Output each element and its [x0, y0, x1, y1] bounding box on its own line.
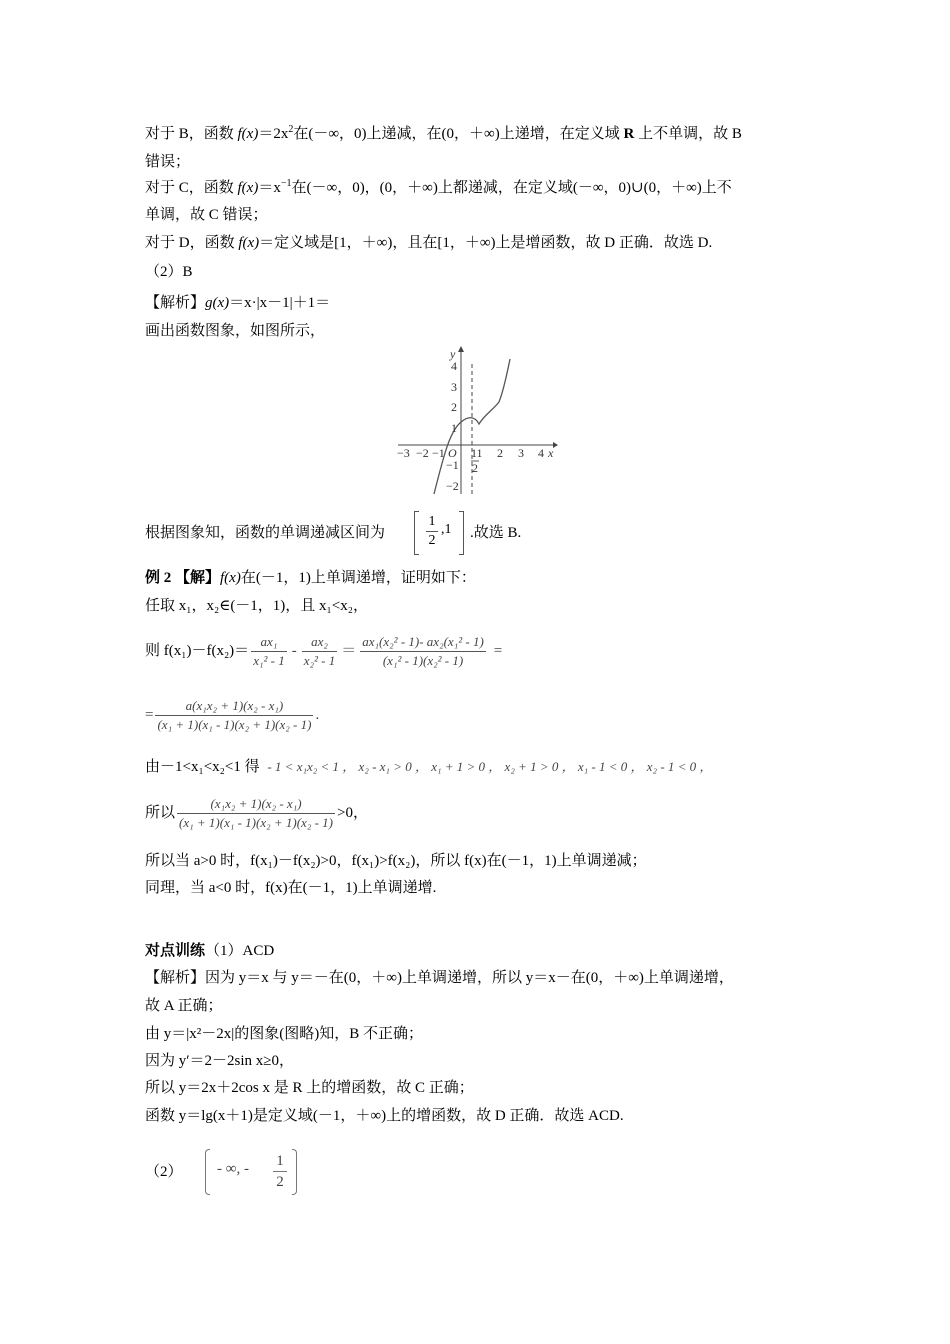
- line-training-d: 函数 y＝lg(x＋1)是定义域(－1，＋∞)上的增函数，故 D 正确．故选 ACD.: [145, 1108, 624, 1124]
- y-tick-4: 4: [451, 359, 457, 373]
- answer-2-interval: - ∞, - 1 2: [205, 1149, 297, 1195]
- x-label: x: [548, 446, 554, 460]
- x-tick-half-den: 2: [472, 461, 478, 475]
- line-decreasing-interval: 根据图象知，函数的单调递减区间为: [145, 525, 386, 541]
- line-choose-b: .故选 B.: [470, 525, 522, 541]
- line-training-1: 对点训练（1）ACD: [145, 943, 275, 959]
- x-tick-3: 3: [518, 446, 524, 460]
- line-training-analysis: 【解析】因为 y＝x 与 y＝－在(0，＋∞)上单调递增，所以 y＝x－在(0，＋∞)上单调递增，: [145, 970, 734, 986]
- x-tick-half-one: 11: [471, 446, 483, 460]
- line-difference: 则 f(x₁)－f(x₂)＝ $\frac{\text{ax₁}}{\text{x₁² - 1}}$ - $\frac{\text{ax₂}}{\text{x₂² - 1}}$ ＝ $\frac{\text{ax₁(x₂² - 1)- ax₂(x₁² - 1)}}{\text{(x₁² - 1)(x₂² - 1)}}$ =: [145, 633, 503, 668]
- line-so-positive: 所以 $\frac{\text{(x₁x₂ + 1)(x₂ - x₁)}}{\text{(x₁ + 1)(x₁ - 1)(x₂ + 1)(x₂ - 1)}}$ >0，: [145, 795, 368, 830]
- line-example-2: 例 2 【解】f(x)在(－1，1)上单调递增，证明如下：: [145, 570, 476, 586]
- line-training-2: （2）: [145, 1164, 183, 1180]
- line-training-derivative: 因为 y′＝2－2sin x≥0，: [145, 1053, 295, 1069]
- line-simplified: = $\frac{\text{a(x₁x₂ + 1)(x₂ - x₁)}}{\text{(x₁ + 1)(x₁ - 1)(x₂ + 1)(x₂ - 1)}}$ .: [145, 697, 320, 732]
- line-take-x1-x2: 任取 x₁，x₂∈(－1，1)，且 x₁<x₂，: [145, 598, 368, 614]
- y-tick-3: 3: [451, 380, 457, 394]
- x-tick-4: 4: [538, 446, 544, 460]
- y-label: y: [450, 347, 456, 361]
- line-option-c: 对于 C，函数 $f(x)=x^{-1}$在(－∞，0)，(0，＋∞)上都递减，在定义域(－∞，0)∪(0，＋∞)上不: [145, 178, 732, 196]
- function-graph: [393, 344, 558, 496]
- line-answer-2: （2）B: [145, 264, 193, 280]
- line-a-positive: 所以当 a>0 时，f(x₁)－f(x₂)>0，f(x₁)>f(x₂)，所以 f(x)在(－1，1)上单调递减；: [145, 853, 647, 869]
- y-tick-2: 2: [451, 400, 457, 414]
- origin-label: O: [448, 446, 457, 460]
- line-option-c-cont: 单调，故 C 错误；: [145, 207, 268, 223]
- line-option-d: 对于 D，函数 f(x)＝定义域是[1，＋∞)，且在[1，＋∞)上是增函数，故 D 正确．故选 D.: [145, 235, 713, 251]
- line-option-b-cont: 错误；: [145, 154, 191, 170]
- line-draw-graph: 画出函数图象，如图所示，: [145, 323, 326, 339]
- interval-bracket: 1 2 ,1: [414, 511, 464, 555]
- x-arrow: [553, 442, 558, 448]
- y-arrow: [458, 346, 464, 352]
- x-tick-neg2: −2: [416, 446, 429, 460]
- x-tick-2: 2: [497, 446, 503, 460]
- x-tick-neg3: −3: [397, 446, 410, 460]
- line-training-b: 由 y＝|x²－2x|的图象(图略)知，B 不正确；: [145, 1026, 423, 1042]
- y-tick-neg1: −1: [446, 458, 459, 472]
- y-tick-1: 1: [451, 421, 457, 435]
- line-analysis-g: 【解析】g(x)＝x·|x－1|＋1＝: [145, 295, 331, 311]
- line-conditions: 由－1<x₁<x₂<1 得 - 1 < x₁x₂ < 1 ， x₂ - x₁ > 0 ， x₁ + 1 > 0 ， x₂ + 1 > 0 ， x₁ - 1 < 0 ， x₂ - 1 < 0 ，: [145, 759, 713, 775]
- line-a-negative: 同理，当 a<0 时，f(x)在(－1，1)上单调递增.: [145, 880, 437, 896]
- y-tick-neg2: −2: [446, 479, 459, 493]
- line-training-a: 故 A 正确；: [145, 998, 223, 1014]
- line-training-c: 所以 y＝2x＋2cos x 是 R 上的增函数，故 C 正确；: [145, 1080, 474, 1096]
- line-option-b: 对于 B，函数 $f(x)=2x^2$在(－∞，0)上递减，在(0，＋∞)上递增，在定义域 R 上不单调，故 B: [145, 124, 742, 142]
- x-tick-neg1: −1: [432, 446, 445, 460]
